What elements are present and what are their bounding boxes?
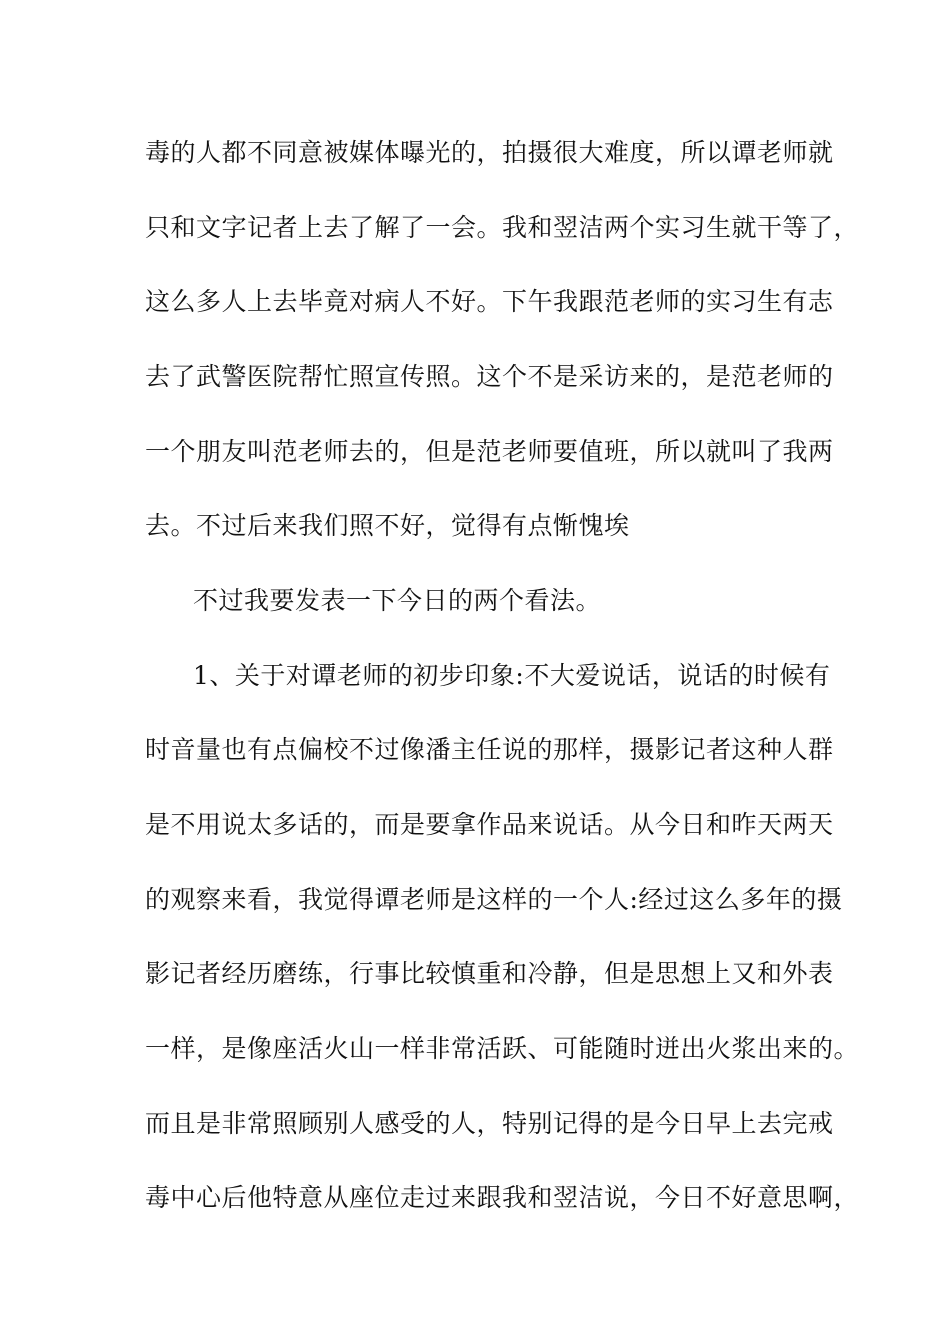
- text-line: 去了武警医院帮忙照宣传照。这个不是采访来的，是范老师的: [145, 362, 834, 391]
- text-line: 这么多人上去毕竟对病人不好。下午我跟范老师的实习生有志: [145, 287, 834, 316]
- paragraph-first-line: 不过我要发表一下今日的两个看法。: [193, 586, 602, 615]
- text-line: 一个朋友叫范老师去的，但是范老师要值班，所以就叫了我两: [145, 437, 834, 466]
- paragraph-first-line: 1、关于对谭老师的初步印象:不大爱说话，说话的时候有: [193, 661, 831, 690]
- text-line: 一样，是像座活火山一样非常活跃、可能随时迸出火浆出来的。: [145, 1034, 860, 1063]
- text-line: 去。不过后来我们照不好，觉得有点惭愧埃: [145, 511, 630, 540]
- text-line: 而且是非常照顾别人感受的人，特别记得的是今日早上去完戒: [145, 1109, 834, 1138]
- text-line: 影记者经历磨练，行事比较慎重和冷静，但是思想上又和外表: [145, 959, 834, 988]
- text-line: 时音量也有点偏校不过像潘主任说的那样，摄影记者这种人群: [145, 735, 834, 764]
- text-line: 只和文字记者上去了解了一会。我和翌洁两个实习生就干等了，: [145, 213, 860, 242]
- text-line: 的观察来看，我觉得谭老师是这样的一个人:经过这么多年的摄: [145, 885, 843, 914]
- text-line: 毒的人都不同意被媒体曝光的，拍摄很大难度，所以谭老师就: [145, 138, 834, 167]
- text-line: 毒中心后他特意从座位走过来跟我和翌洁说，今日不好意思啊，: [145, 1183, 860, 1212]
- text-line: 是不用说太多话的，而是要拿作品来说话。从今日和昨天两天: [145, 810, 834, 839]
